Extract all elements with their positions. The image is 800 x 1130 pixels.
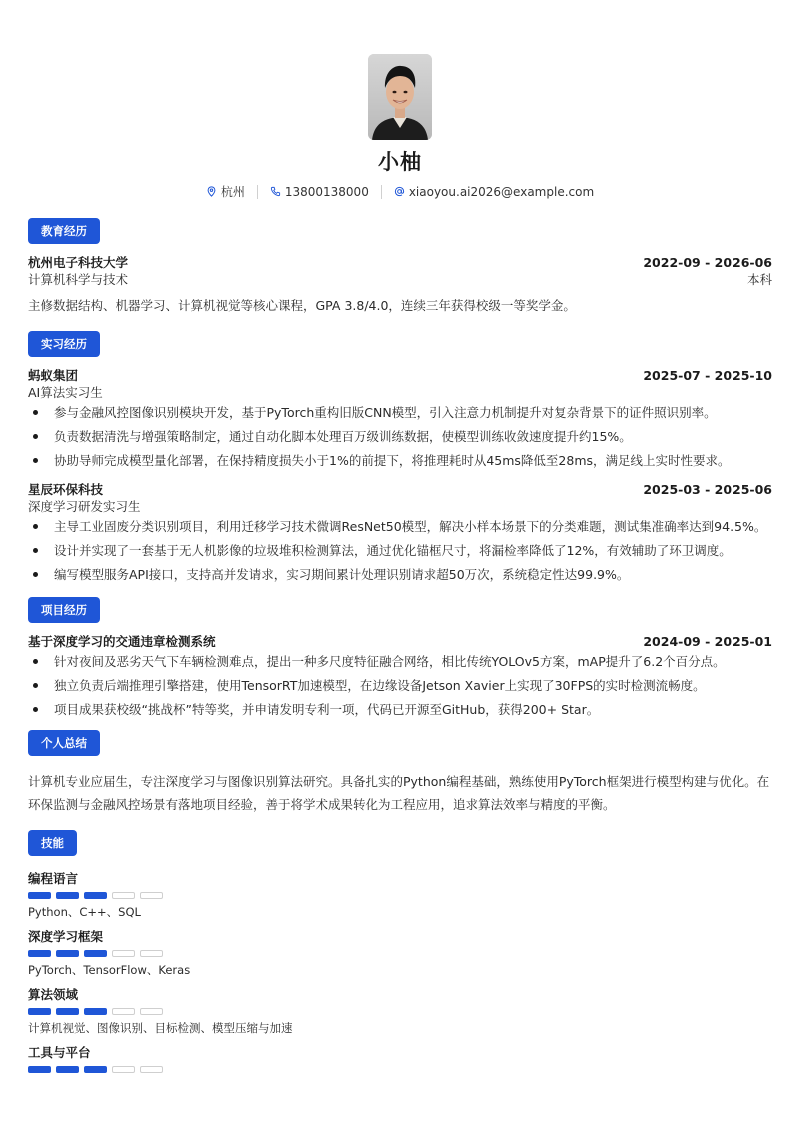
company-name: 蚂蚁集团 bbox=[28, 368, 79, 383]
bullet-item: 独立负责后端推理引擎搭建，使用TensorRT加速模型，在边缘设备Jetson Xavier上实现了30FPS的实时检测流畅度。 bbox=[28, 677, 772, 694]
skill-description: Python、C++、SQL bbox=[28, 905, 141, 919]
section-title-skills: 技能 bbox=[28, 830, 77, 856]
bullet-item: 参与金融风控图像识别模块开发，基于PyTorch重构旧版CNN模型，引入注意力机制提升对复杂背景下的证件照识别率。 bbox=[28, 404, 772, 421]
rating-segment-filled bbox=[56, 1066, 79, 1073]
section-title-education: 教育经历 bbox=[28, 218, 100, 244]
skill-rating bbox=[28, 1066, 772, 1073]
bullet-item: 负责数据清洗与增强策略制定，通过自动化脚本处理百万级训练数据，使模型训练收敛速度提升约15%。 bbox=[28, 428, 772, 445]
bullet-dot bbox=[33, 572, 38, 577]
rating-segment-filled bbox=[28, 950, 51, 957]
degree: 本科 bbox=[746, 272, 772, 287]
rating-segment-filled bbox=[84, 950, 107, 957]
rating-segment-empty bbox=[140, 950, 163, 957]
rating-segment-empty bbox=[140, 892, 163, 899]
bullet-list bbox=[28, 653, 772, 718]
skill-description: PyTorch、TensorFlow、Keras bbox=[28, 963, 191, 977]
internship-date: 2025-03 - 2025-06 bbox=[643, 482, 772, 497]
section-title-internship: 实习经历 bbox=[28, 331, 100, 357]
contact-city bbox=[194, 183, 257, 200]
skill-rating bbox=[28, 1008, 772, 1015]
skill-name: 编程语言 bbox=[28, 871, 79, 886]
project-name: 基于深度学习的交通违章检测系统 bbox=[28, 634, 216, 649]
education-description: 主修数据结构、机器学习、计算机视觉等核心课程，GPA 3.8/4.0，连续三年获得校级一等奖学金。 bbox=[28, 298, 576, 313]
phone-text: 13800138000 bbox=[284, 184, 369, 199]
bullet-item: 设计并实现了一套基于无人机影像的垃圾堆积检测算法，通过优化锚框尺寸，将漏检率降低了12%，有效辅助了环卫调度。 bbox=[28, 542, 772, 559]
rating-segment-filled bbox=[56, 1008, 79, 1015]
major: 计算机科学与技术 bbox=[28, 272, 129, 287]
city-text: 杭州 bbox=[220, 185, 245, 199]
bullet-list bbox=[28, 404, 772, 469]
contact-phone[interactable] bbox=[258, 185, 381, 199]
skill-description: 计算机视觉、图像识别、目标检测、模型压缩与加速 bbox=[28, 1021, 293, 1035]
rating-segment-filled bbox=[28, 892, 51, 899]
bullet-list bbox=[28, 518, 772, 583]
bullet-dot bbox=[33, 458, 38, 463]
skill-rating bbox=[28, 950, 772, 957]
skills-section bbox=[28, 830, 772, 1073]
skill-name: 工具与平台 bbox=[28, 1045, 91, 1060]
company-name: 星辰环保科技 bbox=[28, 482, 104, 497]
rating-segment-filled bbox=[84, 1008, 107, 1015]
rating-segment-empty bbox=[112, 1008, 135, 1015]
contact-email[interactable] bbox=[382, 185, 606, 199]
job-role: AI算法实习生 bbox=[28, 385, 103, 400]
skill-name: 深度学习框架 bbox=[28, 929, 104, 944]
rating-segment-empty bbox=[112, 892, 135, 899]
bullet-dot bbox=[33, 434, 38, 439]
project-entry bbox=[28, 633, 772, 718]
rating-segment-empty bbox=[140, 1008, 163, 1015]
rating-segment-filled bbox=[56, 892, 79, 899]
project-section bbox=[28, 597, 772, 718]
contact-info bbox=[0, 183, 800, 200]
rating-segment-filled bbox=[84, 1066, 107, 1073]
school-name: 杭州电子科技大学 bbox=[28, 255, 129, 270]
summary-text: 计算机专业应届生，专注深度学习与图像识别算法研究。具备扎实的Python编程基础，熟练使用PyTorch框架进行模型构建与优化。在环保监测与金融风控场景有落地项目经验，善于将学术成果转化为工程应用，追求算法效率与精度的平衡。 bbox=[28, 774, 770, 812]
rating-segment-filled bbox=[56, 950, 79, 957]
rating-segment-empty bbox=[140, 1066, 163, 1073]
bullet-item: 主导工业固废分类识别项目，利用迁移学习技术微调ResNet50模型，解决小样本场景下的分类难题，测试集准确率达到94.5%。 bbox=[28, 518, 772, 535]
skill-name: 算法领域 bbox=[28, 987, 79, 1002]
bullet-item: 项目成果获校级“挑战杯”特等奖，并申请发明专利一项，代码已开源至GitHub，获得200+ Star。 bbox=[28, 701, 772, 718]
rating-segment-empty bbox=[112, 950, 135, 957]
internship-entry bbox=[28, 481, 772, 583]
education-date: 2022-09 - 2026-06 bbox=[643, 255, 772, 270]
bullet-item: 编写模型服务API接口，支持高并发请求，实习期间累计处理识别请求超50万次，系统稳定性达99.9%。 bbox=[28, 566, 772, 583]
rating-segment-empty bbox=[112, 1066, 135, 1073]
skills-list bbox=[28, 870, 772, 1073]
internship-entry bbox=[28, 367, 772, 469]
bullet-dot bbox=[33, 548, 38, 553]
skill-item bbox=[28, 870, 772, 920]
bullet-item: 针对夜间及恶劣天气下车辆检测难点，提出一种多尺度特征融合网络，相比传统YOLOv5方案，mAP提升了6.2个百分点。 bbox=[28, 653, 772, 670]
project-date: 2024-09 - 2025-01 bbox=[643, 634, 772, 649]
location-icon bbox=[206, 186, 217, 197]
bullet-item: 协助导师完成模型量化部署，在保持精度损失小于1%的前提下，将推理耗时从45ms降低至28ms，满足线上实时性要求。 bbox=[28, 452, 772, 469]
at-sign-icon bbox=[394, 186, 405, 197]
rating-segment-filled bbox=[28, 1066, 51, 1073]
skill-item bbox=[28, 1044, 772, 1073]
section-title-project: 项目经历 bbox=[28, 597, 100, 623]
section-title-summary: 个人总结 bbox=[28, 730, 100, 756]
bullet-dot bbox=[33, 524, 38, 529]
resume-content bbox=[28, 218, 772, 1085]
phone-icon bbox=[270, 186, 281, 197]
education-entry bbox=[28, 254, 772, 317]
skill-rating bbox=[28, 892, 772, 899]
job-role: 深度学习研发实习生 bbox=[28, 499, 141, 514]
avatar bbox=[368, 54, 432, 140]
resume-header bbox=[0, 54, 800, 200]
bullet-dot bbox=[33, 683, 38, 688]
education-section bbox=[28, 218, 772, 317]
summary-section bbox=[28, 730, 772, 816]
rating-segment-filled bbox=[84, 892, 107, 899]
rating-segment-filled bbox=[28, 1008, 51, 1015]
bullet-dot bbox=[33, 410, 38, 415]
skill-item bbox=[28, 928, 772, 978]
candidate-name: 小柚 bbox=[378, 150, 422, 174]
bullet-dot bbox=[33, 707, 38, 712]
skill-item bbox=[28, 986, 772, 1036]
internship-section bbox=[28, 331, 772, 583]
bullet-dot bbox=[33, 659, 38, 664]
internship-date: 2025-07 - 2025-10 bbox=[643, 368, 772, 383]
email-text: xiaoyou.ai2026@example.com bbox=[408, 184, 595, 199]
